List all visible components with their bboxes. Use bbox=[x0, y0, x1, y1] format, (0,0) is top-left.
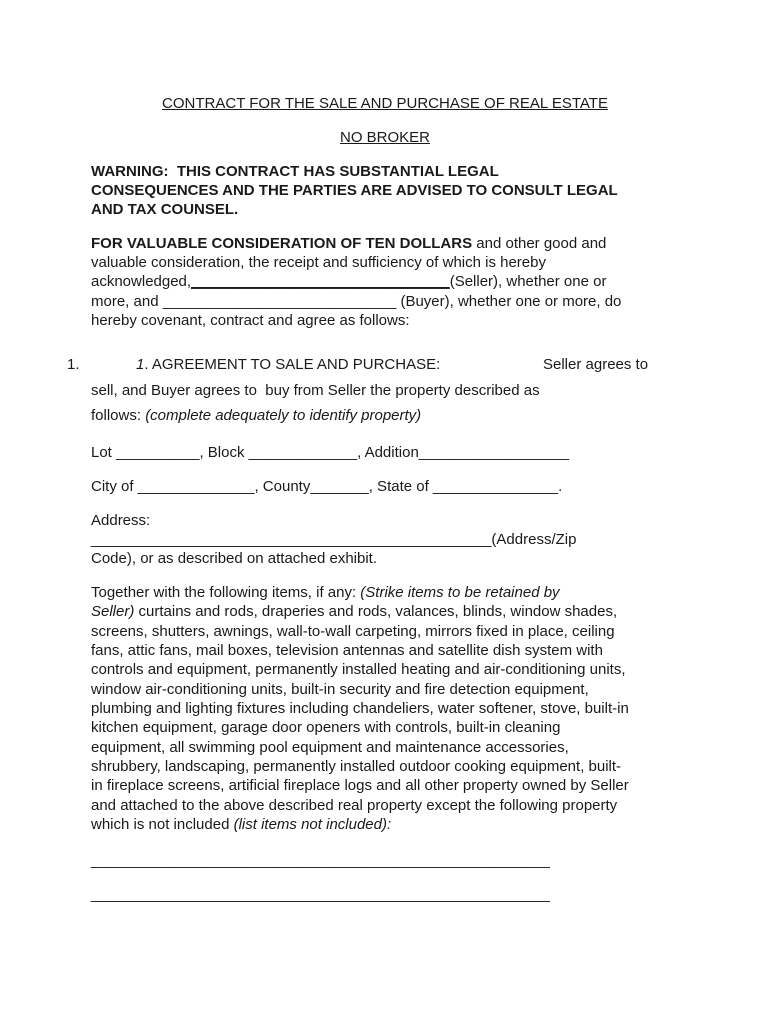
address-exhibit-line: Code), or as described on attached exhibit. bbox=[91, 550, 378, 567]
section-1-heading bbox=[136, 355, 440, 374]
consideration-seller-label: (Seller), whether one or bbox=[449, 273, 607, 290]
section-1-follows: follows: bbox=[91, 407, 146, 424]
city-county-state-line: City of ______________, County_______, State of _______________. bbox=[91, 478, 563, 495]
consideration-line-2: valuable consideration, the receipt and sufficiency of which is hereby bbox=[91, 254, 546, 271]
consideration-bold-lead: FOR VALUABLE CONSIDERATION OF TEN DOLLARS bbox=[91, 235, 473, 252]
address-label: Address: bbox=[91, 512, 151, 529]
excluded-items-blank-2: _______________________________________________________ bbox=[91, 886, 550, 903]
items-last-line bbox=[91, 815, 391, 834]
consideration-line-5: hereby covenant, contract and agree as follows: bbox=[91, 312, 410, 329]
section-1-heading-tail: Seller agrees to bbox=[543, 356, 649, 373]
warning-line-1: WARNING: THIS CONTRACT HAS SUBSTANTIAL LEGAL bbox=[91, 163, 499, 180]
items-line-1 bbox=[91, 583, 560, 602]
document-title: CONTRACT FOR THE SALE AND PURCHASE OF REAL ESTATE bbox=[162, 95, 608, 112]
section-1-instruction: (complete adequately to identify property) bbox=[145, 407, 422, 424]
warning-line-2: CONSEQUENCES AND THE PARTIES ARE ADVISED TO CONSULT LEGAL bbox=[91, 182, 618, 199]
section-1-heading-prefix: 1 bbox=[136, 356, 145, 373]
items-line: screens, shutters, awnings, wall-to-wall carpeting, mirrors fixed in place, ceiling bbox=[91, 623, 615, 640]
items-line: in fireplace screens, artificial fireplace logs and all other property owned by Seller bbox=[91, 777, 629, 794]
items-line: window air-conditioning units, built-in security and fire detection equipment, bbox=[91, 681, 589, 698]
items-seller-note: Seller) bbox=[91, 603, 135, 620]
section-1-line-2: sell, and Buyer agrees to buy from Seller the property described as bbox=[91, 382, 540, 399]
items-strike-note: (Strike items to be retained by bbox=[360, 584, 560, 601]
items-line: kitchen equipment, garage door openers with controls, built-in cleaning bbox=[91, 719, 561, 736]
document-subtitle: NO BROKER bbox=[339, 129, 430, 146]
consideration-line-1-rest: and other good and bbox=[472, 235, 607, 252]
warning-line-3: AND TAX COUNSEL. bbox=[91, 201, 239, 218]
address-blank-line: ________________________________________________(Address/Zip bbox=[91, 531, 577, 548]
items-not-included-text: which is not included bbox=[91, 816, 234, 833]
lot-block-addition-line: Lot __________, Block _____________, Addition__________________ bbox=[91, 444, 569, 461]
section-1-heading-text: . AGREEMENT TO SALE AND PURCHASE: bbox=[144, 356, 441, 373]
items-line: shrubbery, landscaping, permanently installed outdoor cooking equipment, built- bbox=[91, 758, 622, 775]
items-list-instruction: (list items not included): bbox=[233, 816, 392, 833]
consideration-acknowledged: acknowledged, bbox=[91, 273, 192, 290]
items-line-2-rest: curtains and rods, draperies and rods, valances, blinds, window shades, bbox=[134, 603, 618, 620]
excluded-items-blank-1: _______________________________________________________ bbox=[91, 852, 550, 869]
items-lead: Together with the following items, if any: bbox=[91, 584, 361, 601]
items-line: equipment, all swimming pool equipment and maintenance accessories, bbox=[91, 739, 569, 756]
section-1-number: 1. bbox=[67, 356, 80, 373]
consideration-line-1 bbox=[91, 234, 606, 253]
items-line: plumbing and lighting fixtures including chandeliers, water softener, stove, built-in bbox=[91, 700, 629, 717]
section-1-line-3 bbox=[91, 406, 421, 425]
seller-name-blank: _______________________________ bbox=[191, 273, 450, 290]
consideration-line-4: more, and ____________________________ (Buyer), whether one or more, do bbox=[91, 293, 622, 310]
items-line: fans, attic fans, mail boxes, television antennas and satellite dish system with bbox=[91, 642, 603, 659]
items-line: and attached to the above described real property except the following property bbox=[91, 797, 618, 814]
items-line-2 bbox=[91, 602, 617, 621]
consideration-line-3 bbox=[91, 272, 606, 291]
items-line: controls and equipment, permanently installed heating and air-conditioning units, bbox=[91, 661, 626, 678]
